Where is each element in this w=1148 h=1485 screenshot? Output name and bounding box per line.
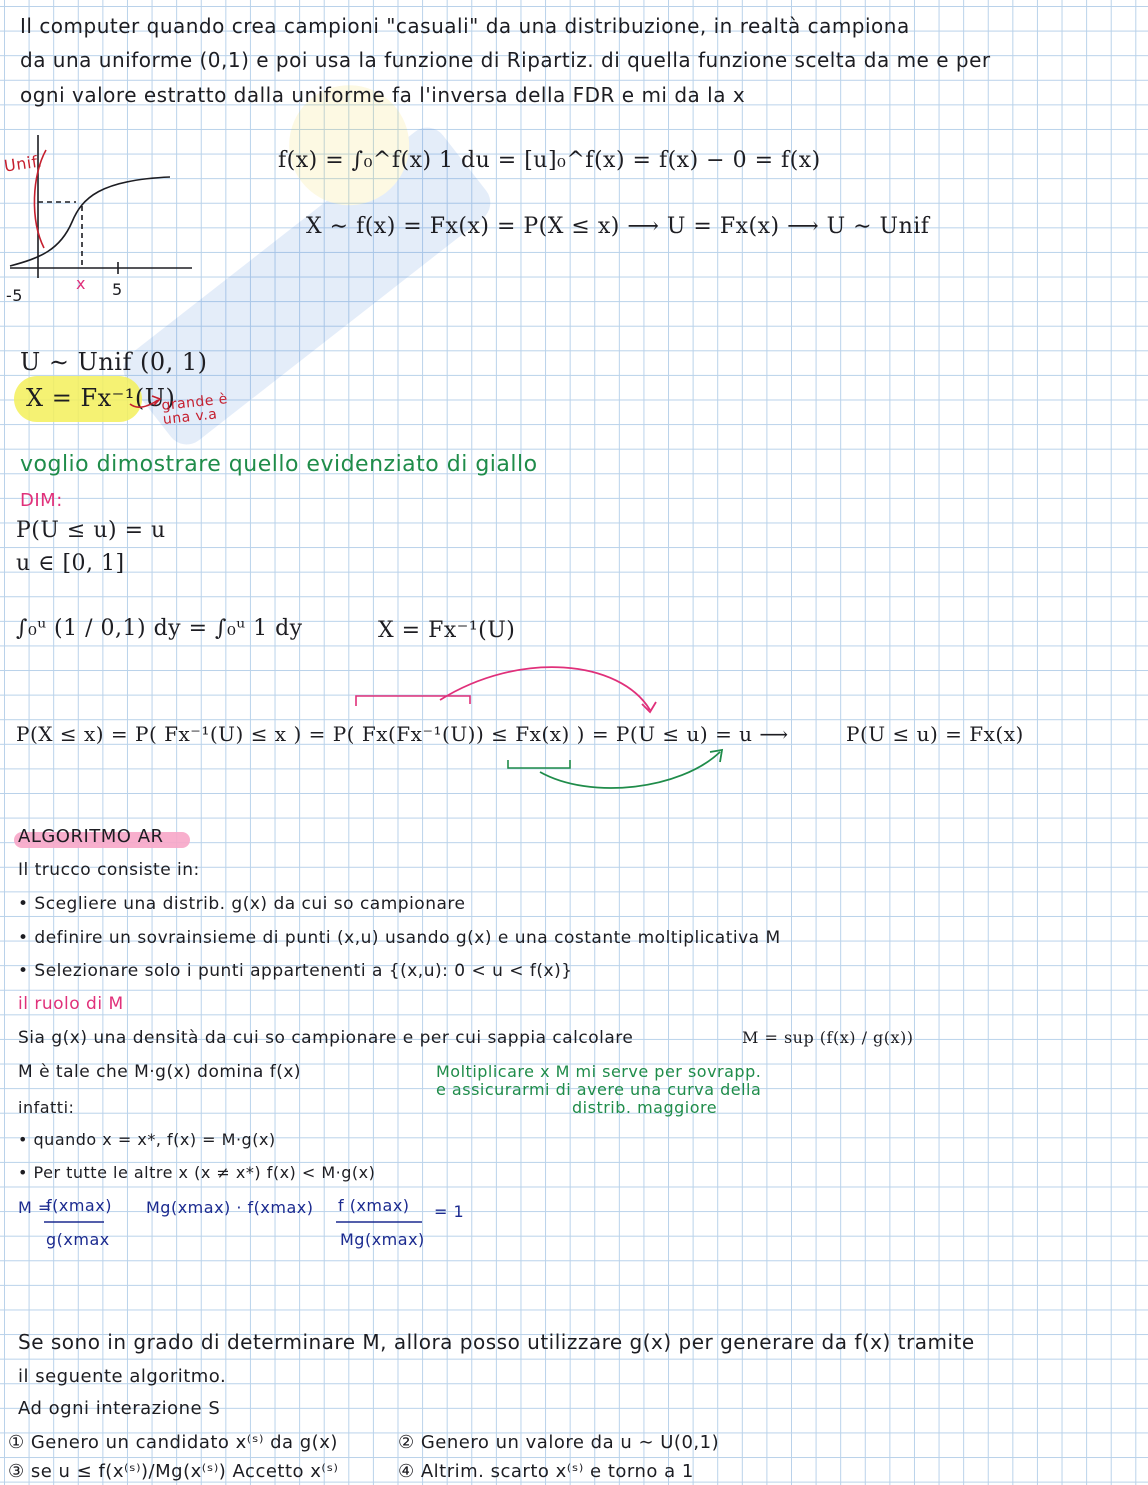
ar-infatti: infatti: (18, 1098, 75, 1117)
dim-label: DIM: (20, 490, 63, 511)
ar-sia: Sia g(x) una densità da cui so campionare e per cui sappia calcolare (18, 1028, 634, 1048)
x-inverse-definition: X = Fx⁻¹(U) (26, 384, 176, 412)
integral-formula: f(x) = ∫₀^f(x) 1 du = [u]₀^f(x) = f(x) − 0 = f(x) (278, 148, 821, 173)
proof-result: P(U ≤ u) = Fx(x) (846, 722, 1024, 746)
graph-tick-minus5: -5 (6, 286, 23, 305)
u-range: u ∈ [0, 1] (16, 551, 125, 576)
ar-note-2: e assicurarmi di avere una curva della (436, 1080, 762, 1099)
ar-m-sup: M = sup (f(x) / g(x)) (742, 1028, 914, 1047)
graph-tick-x: x (76, 274, 86, 293)
ar-bullet-3: • Selezionare solo i punti appartenenti a {(x,u): 0 < u < f(x)} (18, 961, 573, 981)
proof-integral: ∫₀ᵘ (1 / 0,1) dy = ∫₀ᵘ 1 dy (16, 616, 303, 641)
ar-note-1: Moltiplicare x M mi serve per sovrapp. (436, 1062, 762, 1081)
m-eq-numerator: f(xmax) (46, 1196, 112, 1215)
algo-step-1: ① Genero un candidato x⁽ˢ⁾ da g(x) (8, 1432, 338, 1453)
graph-y-label: Unif. (2, 151, 44, 176)
ar-m-dominates: M è tale che M·g(x) domina f(x) (18, 1062, 302, 1082)
ratio-denominator: Mg(xmax) (340, 1230, 425, 1249)
algo-step-4: ④ Altrim. scarto x⁽ˢ⁾ e torno a 1 (398, 1461, 694, 1482)
ar-title: ALGORITMO AR (18, 826, 164, 847)
intro-line-2: da una uniforme (0,1) e poi usa la funzione di Ripartiz. di quella funzione scelta da me e per (20, 48, 991, 72)
intro-line-1: Il computer quando crea campioni "casuali" da una distribuzione, in realtà campiona (20, 14, 910, 38)
ar-role-title: il ruolo di M (18, 994, 124, 1014)
m-eq-prefix: M = (18, 1198, 52, 1217)
mg-equation: Mg(xmax) · f(xmax) (146, 1198, 314, 1217)
ratio-numerator: f (xmax) (338, 1196, 410, 1215)
p-u-statement: P(U ≤ u) = u (16, 518, 166, 543)
ar-note-3: distrib. maggiore (572, 1098, 718, 1117)
proof-chain: P(X ≤ x) = P( Fx⁻¹(U) ≤ x ) = P( Fx(Fx⁻¹(U)) ≤ Fx(x) ) = P(U ≤ u) = u ⟶ (16, 722, 789, 746)
m-eq-denominator: g(xmax (46, 1230, 110, 1249)
proof-x-inverse: X = Fx⁻¹(U) (378, 618, 516, 643)
proof-goal: voglio dimostrare quello evidenziato di giallo (20, 452, 538, 477)
algo-step-2: ② Genero un valore da u ∼ U(0,1) (398, 1432, 720, 1453)
algo-line-1: Se sono in grado di determinare M, allora posso utilizzare g(x) per generare da f(x) tramite (18, 1330, 975, 1354)
intro-line-3: ogni valore estratto dalla uniforme fa l'inversa della FDR e mi da la x (20, 83, 746, 107)
algo-line-2: il seguente algoritmo. (18, 1366, 227, 1387)
ar-case-1: • quando x = x*, f(x) = M·g(x) (18, 1130, 276, 1149)
u-definition: U ∼ Unif (0, 1) (20, 348, 208, 376)
algo-step-3: ③ se u ≤ f(x⁽ˢ⁾)/Mg(x⁽ˢ⁾) Accetto x⁽ˢ⁾ (8, 1461, 339, 1482)
ar-bullet-1: • Scegliere una distrib. g(x) da cui so campionare (18, 894, 466, 914)
graph-tick-5-label: 5 (112, 280, 123, 299)
ar-case-2: • Per tutte le altre x (x ≠ x*) f(x) < M·g(x) (18, 1163, 376, 1182)
ratio-equals-one: = 1 (434, 1202, 465, 1221)
ar-trick: Il trucco consiste in: (18, 860, 200, 880)
ar-bullet-2: • definire un sovrainsieme di punti (x,u) usando g(x) e una costante moltiplicativa M (18, 928, 781, 948)
algo-line-3: Ad ogni interazione S (18, 1398, 221, 1419)
random-variable-note: grande è una v.a (160, 391, 229, 428)
cdf-chain-formula: X ∼ f(x) = Fx(x) = P(X ≤ x) ⟶ U = Fx(x) ⟶ U ∼ Unif (306, 214, 930, 239)
